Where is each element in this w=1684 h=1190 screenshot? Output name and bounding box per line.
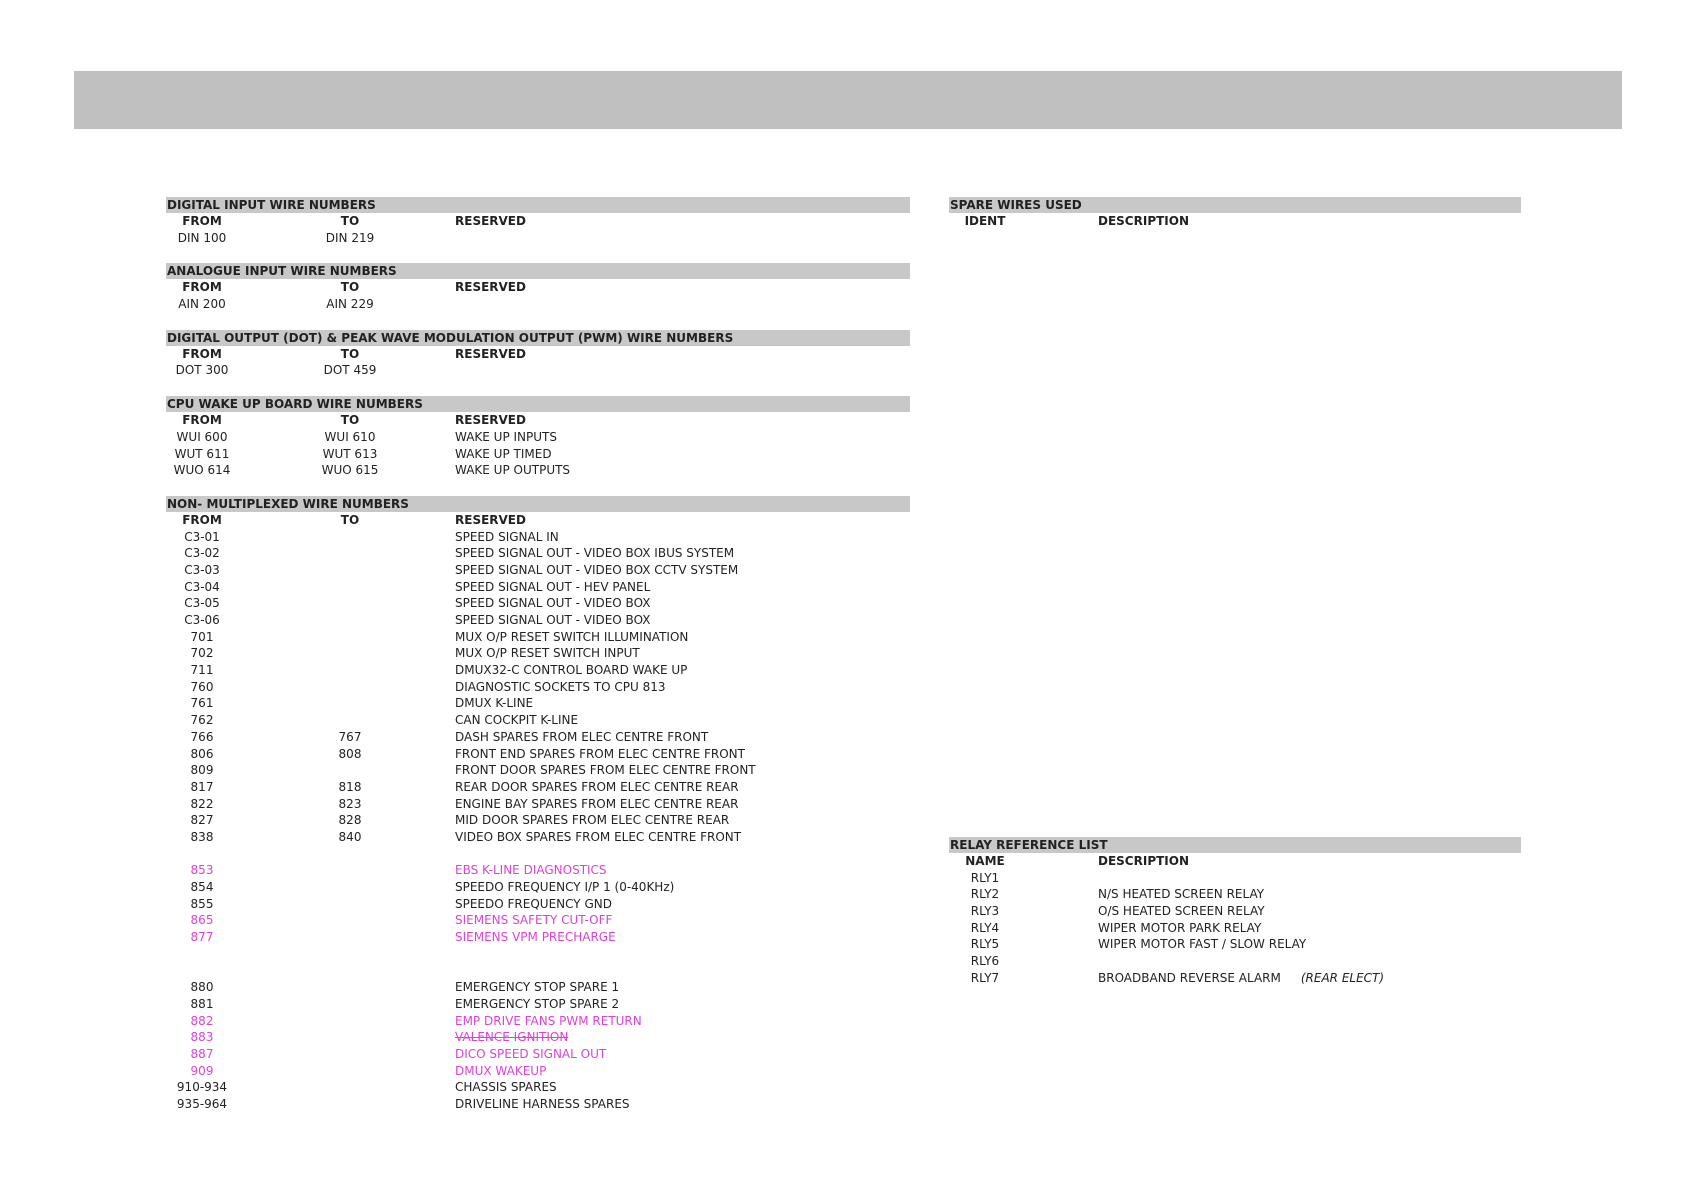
- table-row: [166, 462, 910, 479]
- section-title: DIGITAL OUTPUT (DOT) & PEAK WAVE MODULATION OUTPUT (PWM) WIRE NUMBERS: [166, 330, 910, 346]
- to-cell: WUT 613: [322, 446, 378, 461]
- digital-output-section: [166, 330, 910, 379]
- column-header-row: [166, 213, 910, 230]
- relay-row: [949, 886, 1521, 903]
- table-row: [166, 1096, 910, 1113]
- to-cell: 823: [338, 796, 362, 811]
- relay-note: (REAR ELECT): [1300, 970, 1385, 985]
- reserved-cell: WAKE UP TIMED: [455, 446, 552, 461]
- table-row: [166, 679, 910, 696]
- reserved-cell: EMERGENCY STOP SPARE 1: [455, 980, 620, 995]
- to-cell: WUI 610: [324, 429, 376, 444]
- relay-name: RLY2: [970, 887, 1000, 902]
- from-cell: WUT 611: [174, 446, 230, 461]
- from-cell: 711: [190, 663, 214, 678]
- reserved-cell: EMP DRIVE FANS PWM RETURN: [455, 1013, 642, 1028]
- from-cell: C3-04: [184, 579, 220, 594]
- from-cell: 865: [190, 913, 214, 928]
- table-row: [166, 829, 910, 846]
- reserved-cell: WAKE UP INPUTS: [455, 429, 557, 444]
- reserved-cell: SIEMENS SAFETY CUT-OFF: [455, 913, 613, 928]
- wire-number-panel: [166, 197, 910, 1130]
- relay-name: RLY3: [970, 904, 1000, 919]
- from-cell: 701: [190, 629, 214, 644]
- relay-description-text: N/S HEATED SCREEN RELAY: [1098, 887, 1265, 902]
- relay-description: [1098, 970, 1384, 987]
- table-row: [166, 529, 910, 546]
- description-header: DESCRIPTION: [1098, 214, 1190, 228]
- reserved-cell: DMUX32-C CONTROL BOARD WAKE UP: [455, 663, 688, 678]
- section-title: ANALOGUE INPUT WIRE NUMBERS: [166, 263, 910, 279]
- column-header-row: [166, 512, 910, 529]
- reserved-cell: DICO SPEED SIGNAL OUT: [455, 1046, 607, 1061]
- column-header-row: [166, 412, 910, 429]
- to-header: TO: [340, 413, 360, 428]
- from-cell: C3-05: [184, 596, 220, 611]
- reserved-cell: EBS K-LINE DIAGNOSTICS: [455, 863, 607, 878]
- reserved-cell: VIDEO BOX SPARES FROM ELEC CENTRE FRONT: [455, 829, 742, 844]
- table-row: [166, 796, 910, 813]
- spare-wires-title: SPARE WIRES USED: [949, 197, 1521, 213]
- from-cell: 935-964: [176, 1096, 228, 1111]
- reserved-cell: DIAGNOSTIC SOCKETS TO CPU 813: [455, 679, 666, 694]
- table-row: [166, 929, 910, 946]
- table-row: [166, 446, 910, 463]
- from-cell: 702: [190, 646, 214, 661]
- relay-name: RLY1: [970, 870, 1000, 885]
- table-row: [166, 230, 910, 247]
- reserved-cell: VALENCE IGNITION: [455, 1030, 569, 1045]
- table-row: [166, 729, 910, 746]
- spare-wires-header-row: [949, 213, 1521, 230]
- to-cell: 808: [338, 746, 362, 761]
- reserved-cell: DMUX WAKEUP: [455, 1063, 547, 1078]
- table-row: [166, 695, 910, 712]
- reserved-cell: DASH SPARES FROM ELEC CENTRE FRONT: [455, 729, 709, 744]
- table-row: [166, 1029, 910, 1046]
- relay-row: [949, 953, 1521, 970]
- relay-list-title: RELAY REFERENCE LIST: [949, 837, 1521, 853]
- from-cell: C3-03: [184, 562, 220, 577]
- digital-input-section: [166, 197, 910, 246]
- analogue-input-section: [166, 263, 910, 312]
- section-title: DIGITAL INPUT WIRE NUMBERS: [166, 197, 910, 213]
- table-row: [166, 595, 910, 612]
- table-row: [166, 996, 910, 1013]
- from-cell: 822: [190, 796, 214, 811]
- from-cell: 760: [190, 679, 214, 694]
- column-header-row: [166, 346, 910, 363]
- relay-name: RLY6: [970, 954, 1000, 969]
- table-row: [166, 629, 910, 646]
- relay-name: RLY7: [970, 970, 1000, 985]
- from-cell: 854: [190, 880, 214, 894]
- from-cell: AIN 200: [178, 297, 226, 312]
- reserved-cell: SIEMENS VPM PRECHARGE: [455, 930, 616, 945]
- name-header: NAME: [965, 854, 1005, 868]
- from-cell: 881: [190, 996, 214, 1011]
- reserved-header: RESERVED: [455, 280, 526, 295]
- reserved-header: RESERVED: [455, 413, 526, 428]
- to-cell: DIN 219: [325, 230, 375, 245]
- reserved-header: RESERVED: [455, 346, 526, 361]
- reserved-cell: ENGINE BAY SPARES FROM ELEC CENTRE REAR: [455, 796, 739, 811]
- from-cell: 809: [190, 763, 214, 778]
- from-cell: 855: [190, 896, 214, 911]
- from-cell: 910-934: [176, 1080, 228, 1095]
- table-row: [166, 762, 910, 779]
- to-cell: 767: [338, 729, 362, 744]
- reserved-cell: FRONT DOOR SPARES FROM ELEC CENTRE FRONT: [455, 763, 756, 778]
- reserved-cell: EMERGENCY STOP SPARE 2: [455, 996, 620, 1011]
- reserved-cell: WAKE UP OUTPUTS: [455, 463, 571, 478]
- from-cell: 880: [190, 980, 214, 995]
- reserved-cell: MUX O/P RESET SWITCH ILLUMINATION: [455, 629, 689, 644]
- from-cell: 817: [190, 779, 214, 794]
- from-cell: 853: [190, 863, 214, 878]
- reserved-cell: SPEEDO FREQUENCY GND: [455, 896, 612, 911]
- table-row: [166, 1046, 910, 1063]
- from-cell: WUO 614: [173, 463, 231, 478]
- table-row: [166, 579, 910, 596]
- from-cell: 766: [190, 729, 214, 744]
- relay-description: [1098, 936, 1306, 953]
- from-cell: C3-01: [184, 529, 220, 544]
- table-row: [166, 362, 910, 379]
- table-row: [166, 812, 910, 829]
- table-row: [166, 545, 910, 562]
- ident-header: IDENT: [964, 214, 1006, 228]
- table-row: [166, 429, 910, 446]
- from-cell: WUI 600: [176, 429, 228, 444]
- section-title: NON- MULTIPLEXED WIRE NUMBERS: [166, 496, 910, 512]
- to-header: TO: [340, 214, 360, 228]
- reserved-cell: SPEEDO FREQUENCY I/P 1 (0-40KHz): [455, 880, 675, 894]
- top-banner: [74, 71, 1622, 129]
- reserved-cell: SPEED SIGNAL OUT - VIDEO BOX CCTV SYSTEM: [455, 562, 739, 577]
- table-row: [166, 746, 910, 763]
- reserved-cell: SPEED SIGNAL OUT - VIDEO BOX: [455, 613, 651, 627]
- description-header: DESCRIPTION: [1098, 854, 1190, 868]
- reserved-cell: SPEED SIGNAL OUT - VIDEO BOX: [455, 596, 651, 611]
- table-row: [166, 1063, 910, 1080]
- to-header: TO: [340, 280, 360, 295]
- from-cell: C3-02: [184, 546, 220, 561]
- relay-description-text: BROADBAND REVERSE ALARM: [1098, 970, 1281, 985]
- table-row: [166, 979, 910, 996]
- to-cell: 828: [338, 813, 362, 828]
- to-header: TO: [340, 346, 360, 361]
- relay-header-row: [949, 853, 1521, 870]
- relay-name: RLY4: [970, 920, 1000, 935]
- table-row: [166, 912, 910, 929]
- cpu-wake-up-section: [166, 396, 910, 479]
- reserved-cell: SPEED SIGNAL OUT - HEV PANEL: [455, 579, 651, 594]
- relay-description: [1098, 903, 1265, 920]
- table-row: [166, 662, 910, 679]
- from-cell: C3-06: [184, 613, 220, 627]
- table-row: [166, 296, 910, 313]
- to-header: TO: [340, 512, 360, 527]
- table-row: [166, 1013, 910, 1030]
- relay-description: [1098, 886, 1264, 903]
- reserved-cell: DRIVELINE HARNESS SPARES: [455, 1096, 630, 1111]
- table-row: [166, 1079, 910, 1096]
- relay-row: [949, 870, 1521, 887]
- reserved-cell: CHASSIS SPARES: [455, 1080, 557, 1095]
- table-row: [166, 612, 910, 629]
- from-cell: 838: [190, 829, 214, 844]
- from-cell: 909: [190, 1063, 214, 1078]
- reserved-header: RESERVED: [455, 214, 526, 228]
- table-row: [166, 846, 910, 863]
- table-row: [166, 645, 910, 662]
- non-multiplexed-section: [166, 496, 910, 1113]
- from-cell: 761: [190, 696, 214, 711]
- from-header: FROM: [182, 214, 222, 228]
- reserved-cell: REAR DOOR SPARES FROM ELEC CENTRE REAR: [455, 779, 739, 794]
- reserved-cell: MID DOOR SPARES FROM ELEC CENTRE REAR: [455, 813, 730, 828]
- from-cell: DOT 300: [175, 363, 229, 378]
- relay-name: RLY5: [970, 937, 1000, 952]
- to-cell: 840: [338, 829, 362, 844]
- to-cell: AIN 229: [326, 297, 374, 312]
- from-cell: 887: [190, 1046, 214, 1061]
- from-cell: 882: [190, 1013, 214, 1028]
- reserved-cell: MUX O/P RESET SWITCH INPUT: [455, 646, 640, 661]
- from-header: FROM: [182, 413, 222, 428]
- relay-description-text: WIPER MOTOR PARK RELAY: [1098, 920, 1262, 935]
- relay-description: [1098, 920, 1261, 937]
- table-row: [166, 712, 910, 729]
- table-row: [166, 879, 910, 896]
- relay-row: [949, 903, 1521, 920]
- reserved-cell: FRONT END SPARES FROM ELEC CENTRE FRONT: [455, 746, 745, 761]
- section-title: CPU WAKE UP BOARD WIRE NUMBERS: [166, 396, 910, 412]
- relay-row: [949, 970, 1521, 987]
- reserved-cell: SPEED SIGNAL OUT - VIDEO BOX IBUS SYSTEM: [455, 546, 735, 561]
- table-row: [166, 779, 910, 796]
- to-cell: 818: [338, 779, 362, 794]
- relay-reference-panel: [949, 837, 1521, 987]
- from-cell: 877: [190, 930, 214, 945]
- to-cell: WUO 615: [321, 463, 379, 478]
- table-row: [166, 896, 910, 913]
- from-cell: 806: [190, 746, 214, 761]
- table-row: [166, 962, 910, 979]
- relay-description-text: O/S HEATED SCREEN RELAY: [1098, 904, 1265, 919]
- to-cell: DOT 459: [323, 363, 377, 378]
- from-cell: DIN 100: [177, 230, 227, 245]
- from-cell: 883: [190, 1030, 214, 1045]
- spare-wires-panel: [949, 197, 1521, 230]
- table-row: [166, 562, 910, 579]
- from-header: FROM: [182, 512, 222, 527]
- from-header: FROM: [182, 280, 222, 295]
- reserved-cell: SPEED SIGNAL IN: [455, 529, 559, 544]
- relay-row: [949, 920, 1521, 937]
- table-row: [166, 946, 910, 963]
- relay-row: [949, 936, 1521, 953]
- from-cell: 762: [190, 713, 214, 728]
- table-row: [166, 862, 910, 879]
- reserved-cell: DMUX K-LINE: [455, 696, 534, 711]
- relay-description-text: WIPER MOTOR FAST / SLOW RELAY: [1098, 937, 1307, 952]
- from-cell: 827: [190, 813, 214, 828]
- column-header-row: [166, 279, 910, 296]
- from-header: FROM: [182, 346, 222, 361]
- reserved-header: RESERVED: [455, 512, 526, 527]
- reserved-cell: CAN COCKPIT K-LINE: [455, 713, 579, 728]
